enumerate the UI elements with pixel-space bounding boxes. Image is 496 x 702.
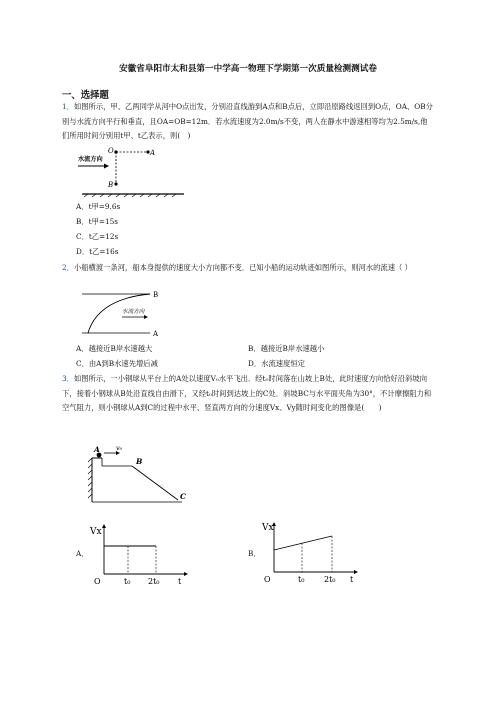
river-diagram-2 — [80, 289, 170, 339]
question-3 — [62, 372, 434, 416]
q2-option-b: B．越接近B岸水速越小 — [248, 344, 325, 353]
slope-bc — [132, 466, 178, 500]
flow-label: 水流方向 — [78, 156, 103, 163]
2t0-label: 2t₀ — [148, 577, 160, 586]
river-diagram-1 — [72, 144, 184, 202]
label-a: A — [150, 149, 156, 157]
x-axis-arrow — [354, 570, 358, 574]
t0-label: t₀ — [124, 577, 131, 586]
point-b — [114, 182, 117, 185]
q3-option-b: B． — [248, 549, 261, 558]
x-axis-arrow — [184, 572, 188, 576]
document-title: 安徽省阜阳市太和县第一中学高一物理下学期第一次质量检测测试卷 — [119, 64, 377, 74]
flow-label: 水流方向 — [122, 309, 145, 315]
2t0-label: 2t₀ — [324, 575, 336, 584]
label-a: A — [153, 330, 159, 338]
point-o — [114, 150, 117, 153]
label-a: A — [94, 445, 100, 454]
flow-arrowhead — [104, 164, 109, 169]
question-2 — [62, 261, 434, 276]
q1-option-d: D．t乙=16s — [76, 247, 119, 256]
graph-a — [88, 518, 192, 590]
label-v0: v₀ — [116, 444, 123, 452]
q2-option-a: A．越接近B岸水速越大 — [76, 344, 153, 353]
q1-option-a: A．t甲=9.6s — [76, 202, 121, 211]
wall-hatching — [88, 458, 92, 498]
origin-label: O — [94, 577, 101, 586]
slope-diagram — [82, 444, 198, 506]
question-2-text: 小船横渡一条河，船本身提供的速度大小方向都不变．已知小船的运动轨迹如图所示，则河水的流速（ ） — [73, 263, 412, 272]
label-o: O — [108, 147, 114, 155]
label-c: C — [180, 492, 186, 501]
question-2-number: 2． — [62, 263, 74, 272]
section-heading: 一、选择题 — [62, 90, 109, 101]
origin-label: O — [264, 575, 271, 584]
graph-b — [258, 514, 362, 588]
label-b: B — [153, 291, 159, 299]
y-label: Vx — [90, 527, 102, 537]
question-1-text: 如图所示，甲、乙两同学从河中O点出发，分别沿直线游到A点和B点后，立即沿原路线返回到O点，OA、OB分别与水流方向平行和垂直，且OA=OB=12m．若水流速度为2.0m/s不变，两人在静水中游速相等均为2.5m/s,他们所用时间分别用t甲、t乙表示，则( ) — [62, 102, 433, 141]
q1-option-b: B．t甲=15s — [76, 217, 119, 226]
q3-option-a: A． — [76, 549, 89, 558]
y-axis-arrow — [102, 524, 106, 528]
label-b: B — [136, 457, 143, 466]
question-1 — [62, 100, 434, 144]
t0-label: t₀ — [298, 575, 305, 584]
flow-arrowhead — [144, 315, 148, 319]
y-label: Vx — [262, 523, 274, 533]
question-1-number: 1． — [62, 102, 74, 111]
q2-option-c: C．由A到B水速先增后减 — [76, 359, 158, 368]
q2-option-d: D．水流速度恒定 — [248, 359, 305, 368]
vx-line — [274, 536, 332, 550]
question-3-text: 如图所示，一小钢球从平台上的A处以速度V₀水平飞出．经t₀时间落在山坡上B处，此时速度方向恰好沿斜坡向下，接着小钢球从B处沿直线自由滑下，又经t₀时间到达坡上的C处．斜坡BC与水平面夹角为30°，不计摩擦阻力和空气阻力，则小钢球从A到C的过程中水平、竖直两方向的分速度Vx、Vy随时间变化的图像是( ) — [62, 374, 432, 413]
t-label: t — [350, 575, 354, 584]
question-3-number: 3． — [62, 374, 74, 383]
q1-option-c: C．t乙=12s — [76, 232, 119, 241]
t-label: t — [178, 577, 182, 586]
label-b: B — [108, 181, 114, 189]
